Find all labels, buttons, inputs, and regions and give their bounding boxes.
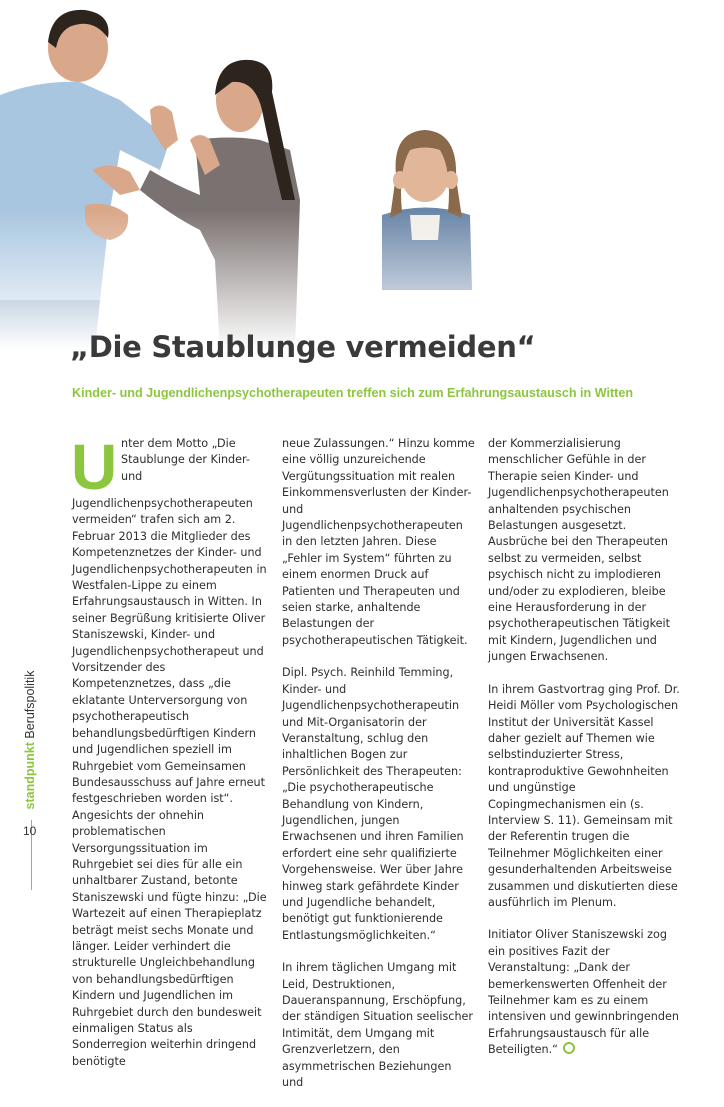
end-mark-icon (563, 1042, 575, 1054)
page-number: 10 (23, 824, 37, 838)
paragraph: In ihrem Gastvortrag ging Prof. Dr. Heidi Möller vom Psychologischen Institut der Universität Kassel daher gezielt auf Themen wie selbstinduzierter Stress, kontraproduktive Gewohnheiten und ungünstige Copingmechanismen ein (s. Interview S. 11). Gemeinsam mit der Referentin trugen die Teilnehmer Möglichkeiten einer gesunderhaltenden Arbeitsweise zusammen und diskutierten diese ausführlich im Plenum. (488, 682, 680, 909)
paragraph: der Kommerzialisierung menschlicher Gefühle in der Therapie seien Kinder- und Jugendlichenpsychotherapeuten anhaltenden psychischen Belastungen ausgesetzt. Ausbrüche bei den Therapeuten selbst zu vermeiden, selbst psychisch nicht zu implodieren und/oder zu explodieren, bleibe eine Herausforderung in der psychotherapeutischen Tätigkeit mit Kindern, Jugendlichen und jungen Erwachsenen. (488, 437, 671, 664)
article-subtitle: Kinder- und Jugendlichenpsychotherapeuten treffen sich zum Erfahrungsaustausch in Witten (72, 386, 634, 400)
article-title: „Die Staublunge vermeiden“ (70, 330, 536, 364)
paragraph: Dipl. Psych. Reinhild Temming, Kinder- und Jugendlichenpsychotherapeutin und Mit-Organisatorin der Veranstaltung, schlug den inhaltlichen Bogen zur Persönlichkeit des Therapeuten: „Die psychotherapeutische Behandlung von Kindern, Jugendlichen, jungen Erwachsenen und ihren Familien erfordert eine sehr qualifizierte Vorgehensweise. Wer über Jahre hinweg stark gefährdete Kinder und Jugendliche behandelt, benötigt gut funktionierende Entlastungsmöglichkeiten.“ (282, 666, 464, 942)
paragraph: Unter dem Motto „Die Staublunge der Kinder- und Jugendlichenpsychotherapeuten vermeiden“ trafen sich am 2. Februar 2013 die Mitglieder des Kompetenznetzes der Kinder- und Jugendlichenpsychotherapeuten in Westfalen-Lippe zu einem Erfahrungsaustausch in Witten. In seiner Begrüßung kritisierte Oliver Staniszewski, Kinder- und Jugendlichenpsychotherapeut und Vorsitzender des Kompetenznetzes, dass „die eklatante Unterversorgung von psychotherapeutisch behandlungsbedürftigen Kindern und Jugendlichen speziell im Ruhrgebiet vom Gemeinsamen Bundesausschuss auf Jahre erneut festgeschrieben worden ist“. Angesichts der ohnehin problematischen Versorgungssituation im Ruhrgebiet sei dies für alle ein unhaltbarer Zustand, betonte Staniszewski und fügte hinzu: „Die Wartezeit auf einen Therapieplatz beträgt meist sechs Monate und länger. Leider verhindert die strukturelle Ungleichbehandlung von behandlungsbedürftigen Kindern und Jugendlichen im Ruhrgebiet durch den bundesweit einmaligen Status als Sonderregion weiterhin dringend benötigte (71, 431, 267, 1068)
brand-label: standpunkt (23, 742, 37, 810)
paragraph: In ihrem täglichen Umgang mit Leid, Destruktionen, Daueranspannung, Erschöpfung, der ständigen Situation seelischer Intimität, dem Umgang mit Grenzverletzern, den asymmetrischen Beziehungen und (282, 961, 474, 1090)
text-column-3 (488, 436, 684, 1075)
paragraph: Initiator Oliver Staniszewski zog ein positives Fazit der Veranstaltung: „Dank der bemerkenswerten Offenheit der Teilnehmer kam es zu einem intensiven und gewinnbringenden Erfahrungsaustausch für alle Beteiligten.“ (488, 928, 679, 1057)
photo-parents-arguing-child-covering-ears-icon (0, 0, 724, 350)
drop-cap: U (71, 431, 118, 503)
paragraph: neue Zulassungen.“ Hinzu komme eine völlig unzureichende Vergütungssituation mit realen Einkommensverlusten der Kinder- und Jugendlichenpsychotherapeuten in den letzten Jahren. Diese „Fehler im System“ führten zu einem enormen Druck auf Patienten und Therapeuten und seien starke, anhaltende Belastungen der psychotherapeutischen Tätigkeit. (282, 437, 475, 647)
text-column-2 (282, 436, 476, 1107)
text-column-1 (71, 431, 268, 1086)
section-label (20, 660, 40, 820)
section-name: Berufspolitik (23, 670, 37, 739)
header-photo (0, 0, 724, 350)
